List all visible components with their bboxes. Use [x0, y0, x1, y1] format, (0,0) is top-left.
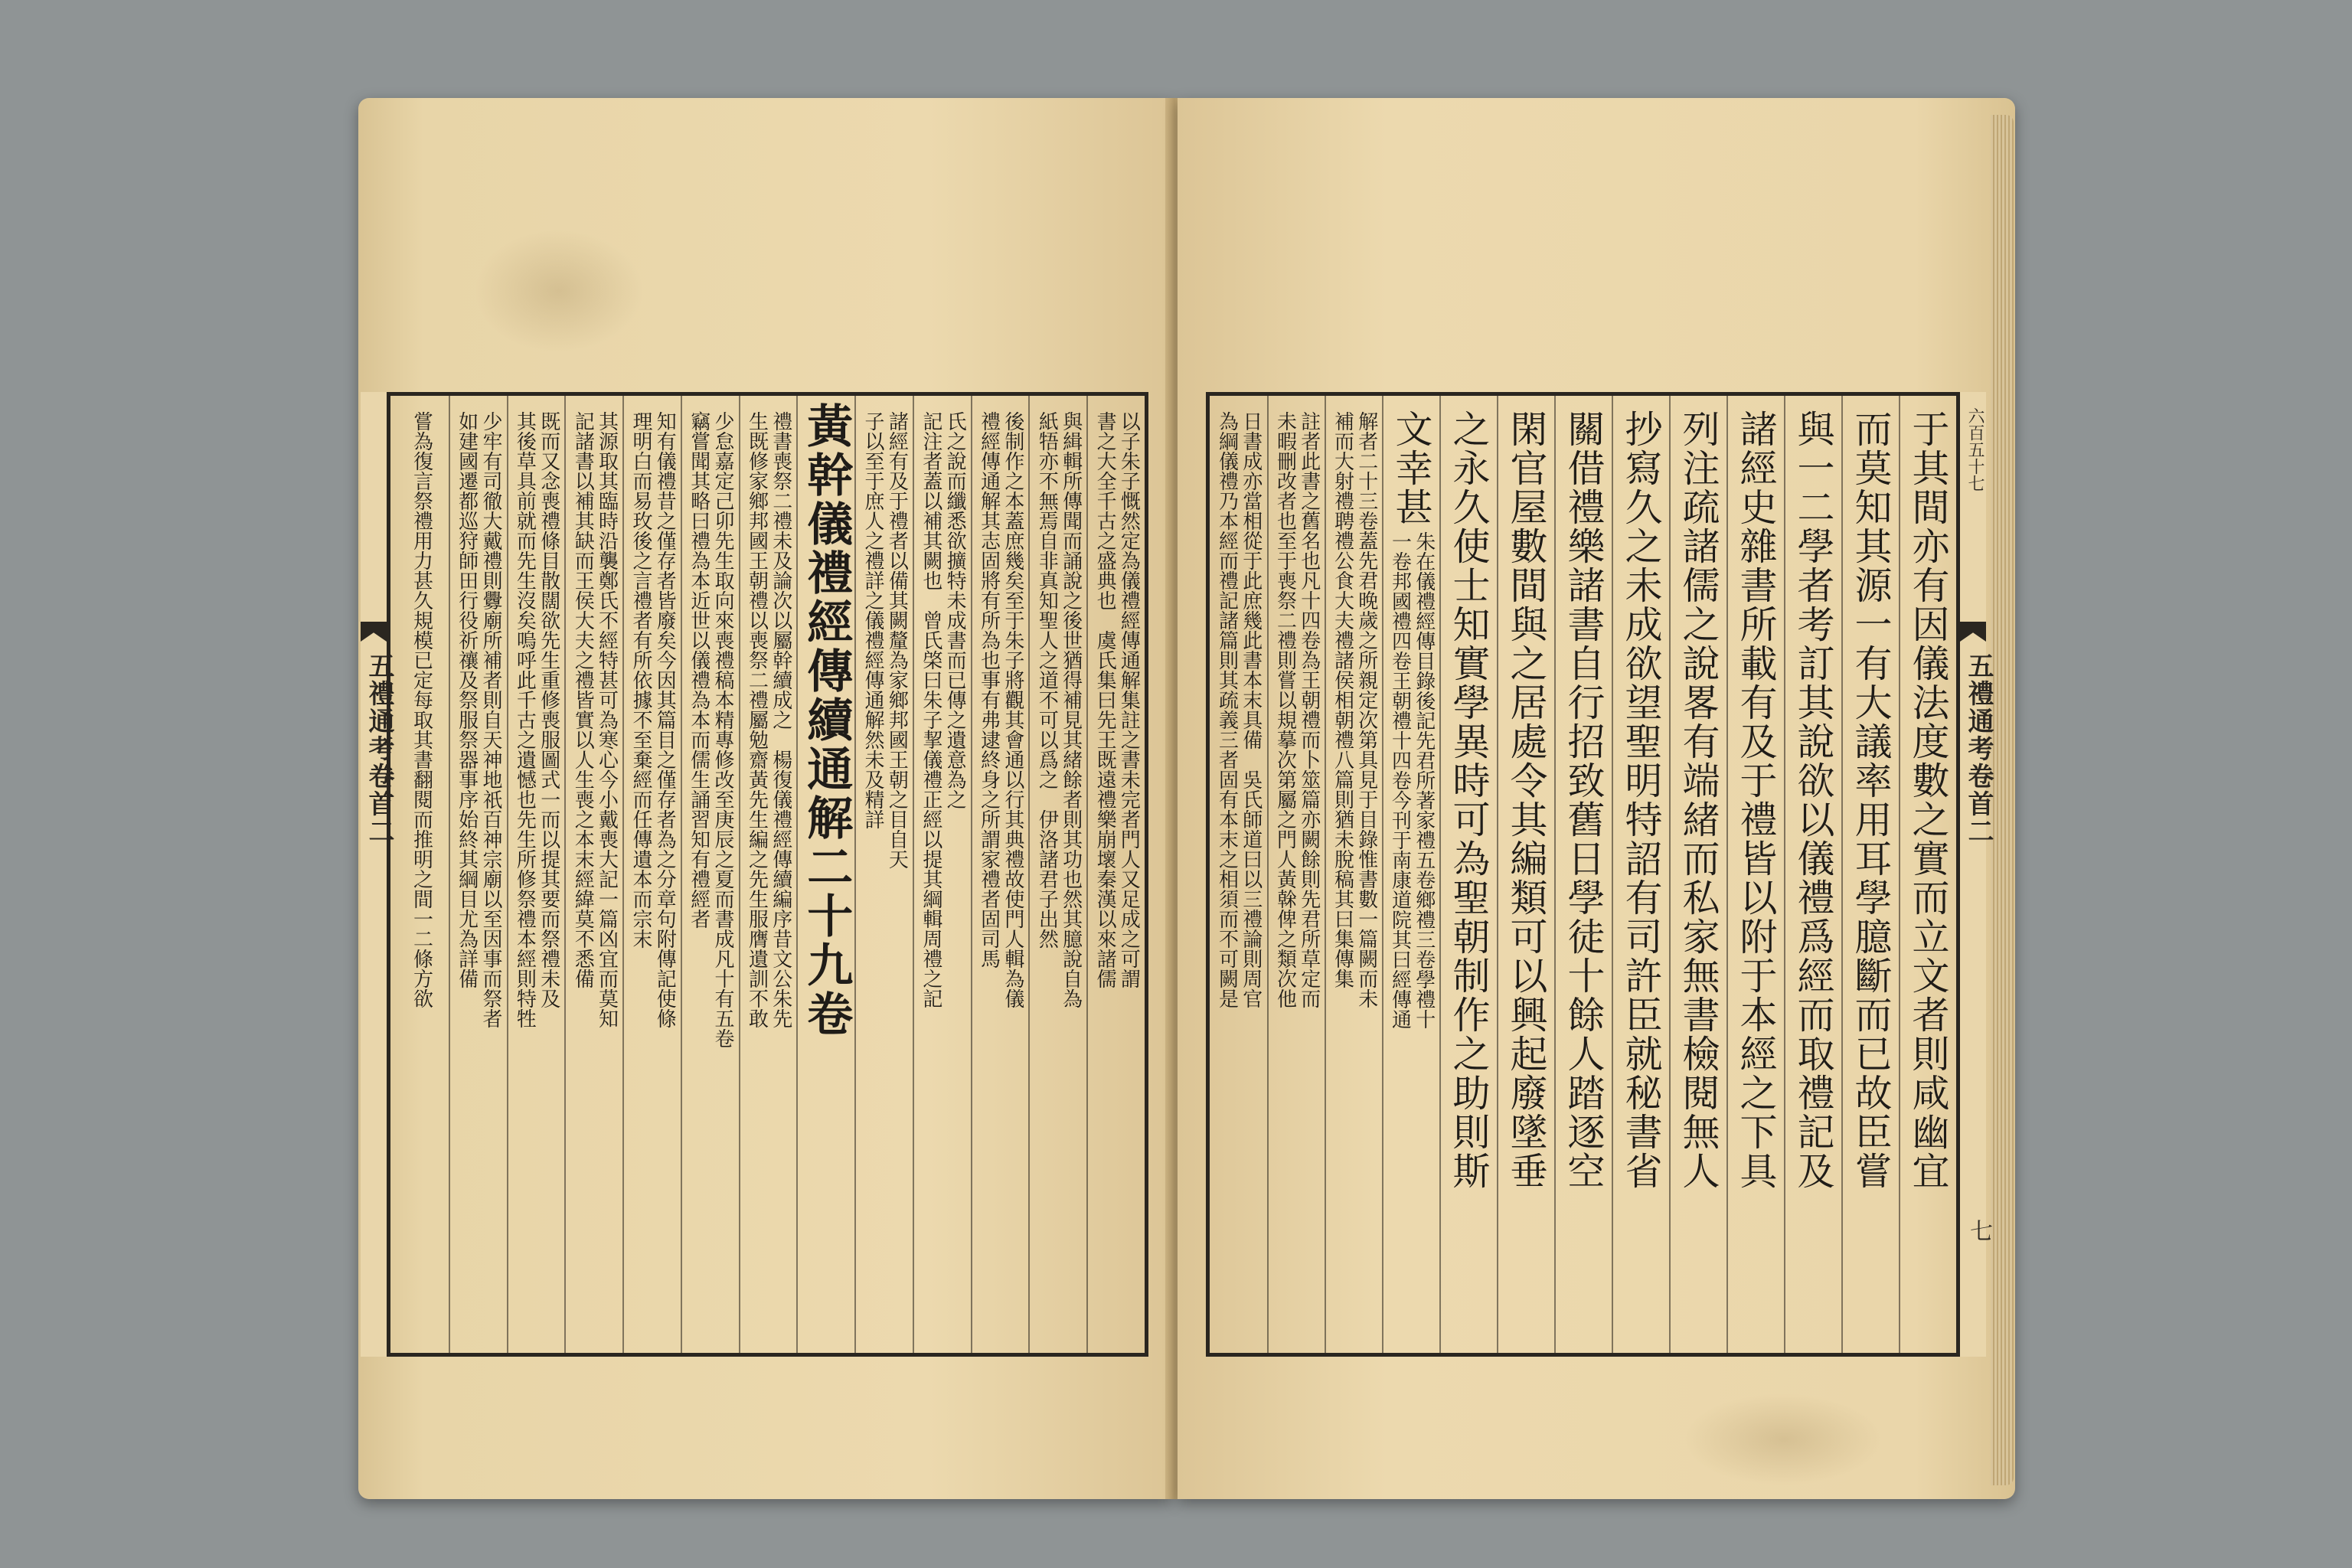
commentary-pair	[1274, 396, 1319, 1353]
commentary-line: 禮書喪祭二禮未及論次以屬幹續成之 楊復儀禮經傳續編序昔文公朱先	[769, 411, 792, 1028]
left-page-column	[739, 396, 797, 1353]
main-text-line: 而莫知其源一有大議率用耳學臆斷而已故臣嘗	[1849, 410, 1893, 1191]
commentary-pair	[1216, 396, 1261, 1353]
main-text-line: 關借禮樂諸書自行招致舊日學徒十餘人踏逐空	[1562, 410, 1606, 1191]
right-page-column	[1554, 396, 1612, 1353]
right-page-column	[1899, 396, 1956, 1353]
left-page-column	[564, 396, 622, 1353]
main-text-line: 列注疏諸儒之說畧有端緒而私家無書檢閱無人	[1677, 410, 1720, 1191]
left-margin-label: 五禮通考卷首二	[364, 652, 394, 845]
commentary-line: 與緝輯所傳聞而誦說之後世猶得補見其緒餘者則其功也然其臆說自為	[1059, 411, 1083, 1008]
commentary-pair	[920, 396, 965, 1353]
right-page-column	[1497, 396, 1554, 1353]
commentary-pair	[407, 396, 431, 1353]
main-text-line: 諸經史雜書所載有及于禮皆以附于本經之下具	[1734, 410, 1778, 1191]
main-text-line: 于其間亦有因儀法度數之實而立文者則咸幽宜	[1906, 410, 1950, 1191]
commentary-line: 氏之說而纖悉欲擴特未成書而已傳之遺意為之	[943, 411, 967, 809]
commentary-pair	[456, 396, 501, 1353]
commentary-line: 諸經有及于禮者以備其闕釐為家鄉邦國王朝之目自天	[885, 411, 909, 869]
folio-mark: 六百五十七	[1965, 407, 1984, 492]
left-page-column	[449, 396, 507, 1353]
commentary-pair	[1036, 396, 1081, 1353]
right-page-column	[1210, 396, 1267, 1353]
paper-stain	[475, 230, 643, 352]
commentary-line: 以子朱子慨然定為儀禮經傳通解集註之書未完者門人又足成之可謂	[1117, 411, 1141, 988]
commentary-line: 子以至于庶人之禮詳之儀禮經傳通解然未及精詳	[861, 411, 885, 829]
commentary-line: 日書成亦當相從于此庶幾此書本末具備 吳氏師道曰以三禮論則周官	[1239, 411, 1263, 1008]
commentary-pair	[978, 396, 1023, 1353]
right-fold-strip	[1960, 392, 1994, 1357]
main-text-line: 文幸甚	[1390, 410, 1433, 527]
commentary-line: 理明白而易玫後之言禮者有所依據不至棄經而任傳遺本而宗末	[629, 411, 652, 949]
commentary-line: 少牢有司徹大戴禮則釁廟所補者則自天神地祇百神宗廟以至因事而祭者	[479, 411, 502, 1028]
right-page-column	[1325, 396, 1382, 1353]
right-page-column	[1267, 396, 1325, 1353]
commentary-pair	[1094, 396, 1139, 1353]
commentary-line: 記注者蓋以補其闕也 曾氏棨曰朱子挈儀禮正經以提其綱輯周禮之記	[919, 411, 942, 1008]
commentary-line: 未暇刪改者也至于喪祭二禮則嘗以規摹次第屬之門人黃榦俾之類次他	[1273, 411, 1297, 1008]
commentary-line: 後制作之本蓋庶幾矣至于朱子將觀其會通以行其典禮故使門人輯為儀	[1001, 411, 1024, 1008]
commentary-pair	[746, 396, 791, 1353]
commentary-line: 解者二十三卷蓋先君晚歲之所親定次第具見于目錄惟書數一篇闕而未	[1354, 411, 1378, 1008]
left-page-column	[1028, 396, 1086, 1353]
main-text-line: 與一二學者考訂其說欲以儀禮爲經而取禮記及	[1792, 410, 1835, 1191]
section-title: 黃幹儀禮經傳續通解二十九卷	[799, 402, 854, 1039]
right-page-column	[1784, 396, 1841, 1353]
commentary-line: 生既修家鄉邦國王朝禮以喪祭二禮屬勉齋黃先生編之先生服膺遺訓不敢	[745, 411, 769, 1028]
commentary-line: 記諸書以補其缺而王侯大夫之禮皆實以人生喪之本末經緯莫不悉備	[571, 411, 595, 988]
fishtail-mark	[1960, 622, 1986, 642]
commentary-line: 朱在儀禮經傳目錄後記先君所著家禮五卷鄉禮三卷學禮十	[1412, 531, 1436, 1029]
commentary-line: 其後草具前就而先生沒矣嗚呼此千古之遺憾也先生所修祭禮本經則特牲	[513, 411, 537, 1028]
commentary-pair	[1331, 396, 1377, 1353]
commentary-pair	[572, 396, 617, 1353]
left-page-column	[796, 396, 854, 1353]
left-page-column	[681, 396, 739, 1353]
commentary-line: 補而大射禮聘禮公食大夫禮諸侯相朝禮八篇則猶未脫稿其曰集傳集	[1331, 411, 1354, 988]
commentary-line: 既而又念喪禮條目散闊欲先生重修喪服圖式一而以提其要而祭禮未及	[537, 411, 560, 1008]
fishtail-mark	[361, 622, 387, 642]
right-text-frame	[1206, 392, 1960, 1357]
commentary-pair	[514, 396, 559, 1353]
commentary-pair	[862, 396, 907, 1353]
commentary-line: 為綱儀禮乃本經而禮記諸篇則其疏義三者固有本末之相須而不可闕是	[1215, 411, 1239, 1008]
commentary-line: 禮經傳通解其志固將有所為也事有弗逮終身之所謂家禮者固司馬	[977, 411, 1001, 969]
commentary-line: 嘗為復言祭禮用力甚久規模已定每取其書翻閱而推明之間一二條方欲	[410, 411, 433, 1008]
right-page-column	[1612, 396, 1669, 1353]
commentary-pair	[630, 396, 675, 1353]
commentary-line: 書之大全千古之盛典也 虞氏集曰先王既遠禮樂崩壞秦漢以來諸儒	[1093, 411, 1117, 988]
left-page-column	[1086, 396, 1145, 1353]
leaf-number: 七	[1965, 1219, 1992, 1242]
commentary-pair	[688, 396, 733, 1353]
right-page-column	[1726, 396, 1784, 1353]
left-page-column	[507, 396, 565, 1353]
commentary-line: 其源取其臨時沿襲鄭氏不經特甚可為寒心今小戴喪大記一篇凶宜而莫知	[595, 411, 619, 1028]
commentary-line: 一卷邦國禮四卷王朝禮十四卷今刊于南康道院其曰經傳通	[1388, 531, 1412, 1029]
commentary-line: 如建國遷都巡狩師田行役祈禳及祭服祭器事序始終其綱目尤為詳備	[455, 411, 479, 988]
commentary-line: 少怠嘉定己卯先生取向來喪禮稿本精專修改至庚辰之夏而書成凡十有五卷	[711, 411, 735, 1048]
right-page-column	[1382, 396, 1439, 1353]
commentary-pair	[1389, 527, 1434, 1029]
left-fold-strip	[361, 392, 394, 1357]
main-text-line: 之永久使士知實學異時可為聖朝制作之助則斯	[1447, 410, 1491, 1191]
commentary-line: 竊嘗聞其略曰禮為本近世以儀禮為本而儒生誦習知有禮經者	[687, 411, 710, 929]
main-text-line: 抄寫久之未成欲望聖明特詔有司許臣就秘書省	[1619, 410, 1663, 1191]
right-page-column	[1439, 396, 1497, 1353]
commentary-line: 知有儀禮昔之僅存者皆廢矣今因其篇目之僅存者為之分章句附傳記使條	[653, 411, 677, 1028]
commentary-line: 紙牾亦不無焉自非真知聖人之道不可以爲之 伊洛諸君子出然	[1035, 411, 1059, 949]
right-margin-label: 五禮通考卷首二	[1963, 652, 1994, 845]
left-page-column	[971, 396, 1029, 1353]
paper-stain	[1684, 1393, 1883, 1485]
right-page-column	[1841, 396, 1899, 1353]
commentary-line: 註者此書之舊名也凡十四卷為王朝禮而卜筮篇亦闕餘則先君所草定而	[1297, 411, 1321, 1008]
right-page-column	[1669, 396, 1726, 1353]
main-text-line: 閑官屋數間與之居處令其編類可以興起廢墜垂	[1504, 410, 1548, 1191]
left-page-column	[854, 396, 913, 1353]
left-text-frame	[387, 392, 1148, 1357]
left-page-column	[913, 396, 971, 1353]
left-page-column	[622, 396, 681, 1353]
left-page-column	[390, 396, 449, 1353]
